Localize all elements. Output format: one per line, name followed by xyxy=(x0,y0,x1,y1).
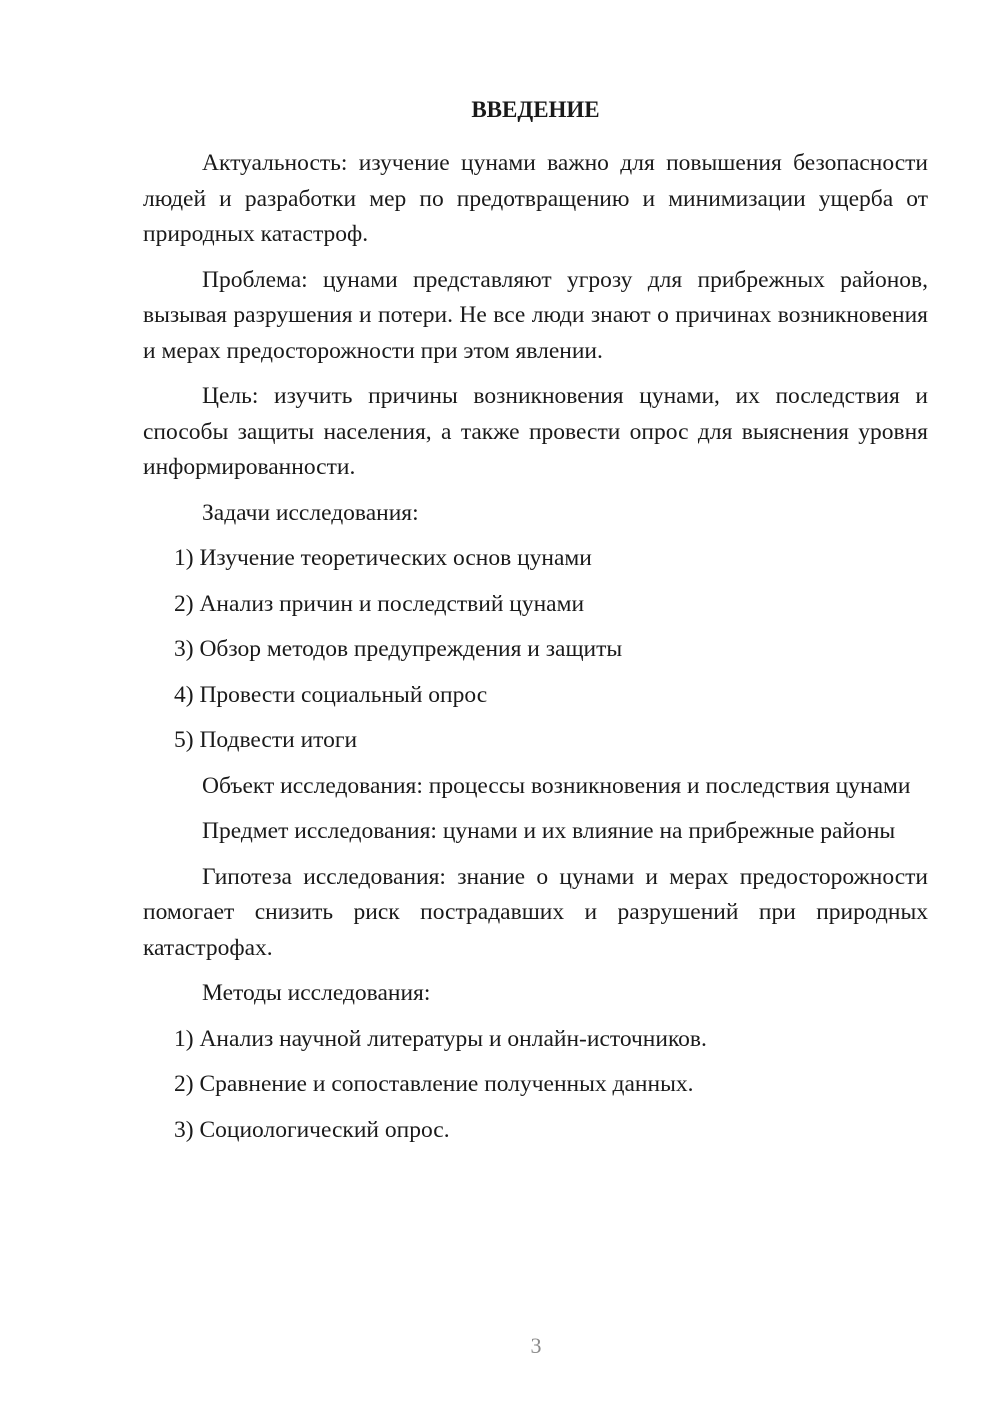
goal-paragraph: Цель: изучить причины возникновения цунами, их последствия и способы защиты населения, а также провести опрос для выяснения уровня информированности. xyxy=(143,383,928,480)
page-content xyxy=(143,96,928,1158)
tasks-list xyxy=(143,541,928,759)
list-item: 5) Подвести итоги xyxy=(174,727,358,753)
problem-paragraph: Проблема: цунами представляют угрозу для прибрежных районов, вызывая разрушения и потери. Не все люди знают о причинах возникновения и мерах предосторожности при этом явлении. xyxy=(143,266,928,364)
subject-paragraph: Предмет исследования: цунами и их влияние на прибрежные районы xyxy=(202,818,896,844)
page-title: ВВЕДЕНИЕ xyxy=(471,97,600,122)
list-item: 1) Изучение теоретических основ цунами xyxy=(174,545,592,571)
relevance-paragraph: Актуальность: изучение цунами важно для повышения безопасности людей и разработки мер по предотвращению и минимизации ущерба от природных катастроф. xyxy=(143,150,928,247)
methods-intro: Методы исследования: xyxy=(202,980,431,1006)
list-item: 3) Социологический опрос. xyxy=(174,1116,450,1143)
list-item: 2) Сравнение и сопоставление полученных данных. xyxy=(174,1071,694,1097)
methods-list xyxy=(143,1022,928,1149)
list-item: 3) Обзор методов предупреждения и защиты xyxy=(174,636,623,662)
list-item: 2) Анализ причин и последствий цунами xyxy=(174,590,585,617)
hypothesis-paragraph: Гипотеза исследования: знание о цунами и мерах предосторожности помогает снизить риск пострадавших и разрушений при природных катастрофах. xyxy=(143,863,928,961)
list-item: 1) Анализ научной литературы и онлайн-источников. xyxy=(174,1025,707,1052)
tasks-intro: Задачи исследования: xyxy=(202,499,419,526)
list-item: 4) Провести социальный опрос xyxy=(174,681,488,708)
page-number: 3 xyxy=(530,1333,542,1358)
object-paragraph: Объект исследования: процессы возникновения и последствия цунами xyxy=(202,772,911,799)
